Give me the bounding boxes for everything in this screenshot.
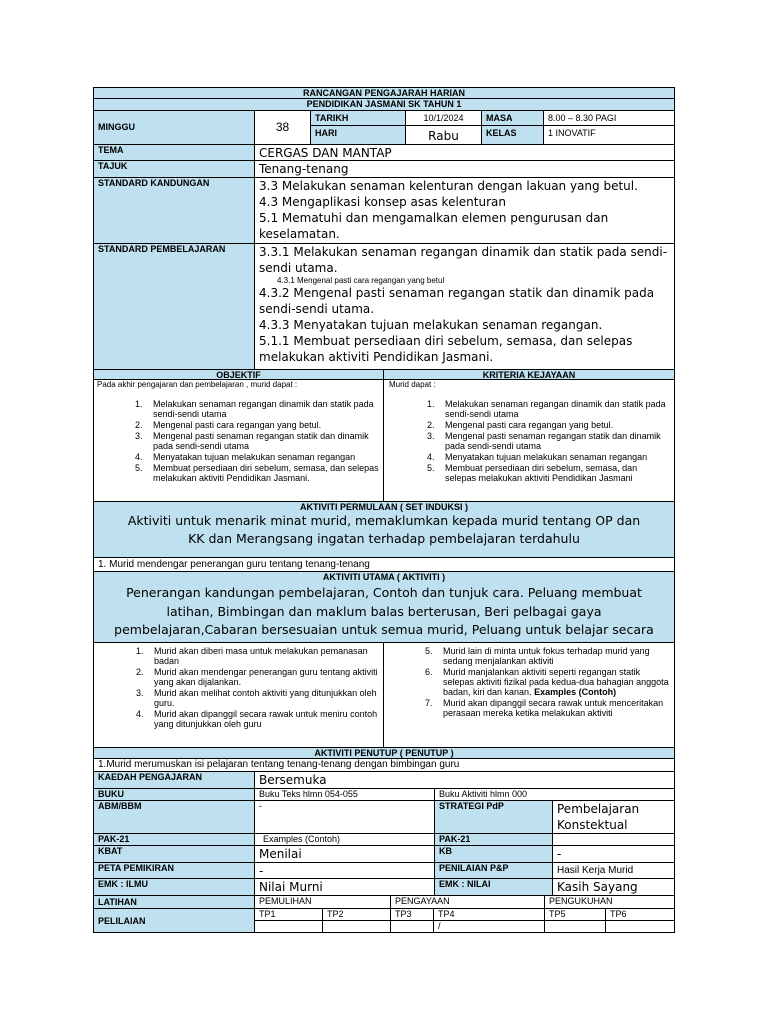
- abm-value: -: [254, 800, 435, 834]
- objektif-intro: Pada akhir pengajaran dan pembelajaran , murid dapat :: [97, 380, 298, 389]
- pak21-value: Examples (Contoh): [254, 833, 435, 846]
- kbat-label: KBAT: [93, 845, 255, 863]
- utama-text: Penerangan kandungan pembelajaran, Contoh dan tunjuk cara. Peluang membuat latihan, Bimbingan dan maklum balas berterusan, Beri pelbagai gaya pembelajaran,Cabaran bersesuaian untuk semua murid, Peluang untuk belajar secara: [114, 585, 654, 637]
- tajuk-value: Tenang-tenang: [254, 160, 675, 178]
- penutup-heading: AKTIVITI PENUTUP ( PENUTUP ): [93, 747, 675, 759]
- abm-label: ABM/BBM: [93, 800, 255, 834]
- utama-heading: AKTIVITI UTAMA ( AKTIVITI ): [322, 572, 446, 582]
- kb-label: KB: [434, 845, 553, 863]
- kaedah-label: KAEDAH PENGAJARAN: [93, 771, 255, 789]
- peta-label: PETA PEMIKIRAN: [93, 862, 255, 879]
- tp5-value: [544, 920, 606, 933]
- minggu-value: 38: [254, 110, 311, 145]
- pengayaan-cell: PENGAYAAN: [390, 895, 545, 909]
- tp5-header: TP5: [544, 908, 606, 921]
- emk-nilai-label: EMK : NILAI: [434, 878, 553, 896]
- sp-item: 5.1.1 Membuat persediaan diri sebelum, semasa, dan selepas melakukan aktiviti Pendidikan Jasmani.: [259, 334, 633, 364]
- sk-item: 5.1 Mematuhi dan mengamalkan elemen pengurusan dan keselamatan.: [259, 211, 609, 241]
- hari-value: Rabu: [405, 125, 482, 145]
- document-subtitle: PENDIDIKAN JASMANI SK TAHUN 1: [93, 98, 675, 111]
- lesson-plan-sheet: [93, 87, 675, 933]
- buku-teks: Buku Teks hlmn 054-055: [254, 788, 435, 801]
- sk-item: 4.3 Mengaplikasi konsep asas kelenturan: [259, 195, 506, 209]
- kriteria-list: [389, 399, 670, 483]
- objektif-content: [93, 379, 384, 502]
- buku-label: BUKU: [93, 788, 255, 801]
- list-item: 3. Murid akan melihat contoh aktiviti yang ditunjukkan oleh guru.: [146, 688, 379, 708]
- utama-right-list: [387, 646, 670, 718]
- list-item: 4. Menyatakan tujuan melakukan senaman regangan: [437, 452, 670, 462]
- tp4-header: TP4: [433, 908, 545, 921]
- kriteria-content: [383, 379, 675, 502]
- tp3-value: [390, 920, 434, 933]
- standard-kandungan-content: [254, 177, 675, 244]
- tp3-header: TP3: [390, 908, 434, 921]
- kriteria-heading: KRITERIA KEJAYAAN: [383, 369, 675, 380]
- penilaian-label: PENILAIAN P&P: [434, 862, 553, 879]
- tp1-value: [254, 920, 323, 933]
- sp-item: 4.3.3 Menyatakan tujuan melakukan senaman regangan.: [259, 318, 603, 332]
- permulaan-text: Aktiviti untuk menarik minat murid, memaklumkan kepada murid tentang OP dan KK dan Merangsang ingatan terhadap pembelajaran terdahulu: [127, 513, 641, 546]
- pak21-label: PAK-21: [93, 833, 255, 846]
- penilaian-value: Hasil Kerja Murid: [552, 862, 675, 879]
- list-item: 4. Murid akan dipanggil secara rawak untuk meniru contoh yang ditunjukkan oleh guru: [146, 709, 379, 729]
- tp1-header: TP1: [254, 908, 323, 921]
- strategi-label: STRATEGI PdP: [434, 800, 553, 834]
- emk-ilmu-label: EMK : ILMU: [93, 878, 255, 896]
- standard-pembelajaran-label: STANDARD PEMBELAJARAN: [93, 243, 255, 370]
- permulaan-section: [93, 501, 675, 558]
- tema-label: TEMA: [93, 144, 255, 161]
- tp6-value: [605, 920, 675, 933]
- utama-left-list: [98, 646, 379, 729]
- emk-nilai-value: Kasih Sayang: [552, 878, 675, 896]
- list-item: 1. Melakukan senaman regangan dinamik dan statik pada sendi-sendi utama: [437, 399, 670, 419]
- strategi-value: Pembelajaran Konstektual: [552, 800, 675, 834]
- permulaan-heading: AKTIVITI PERMULAAN ( SET INDUKSI ): [300, 502, 468, 512]
- list-item: 2. Mengenal pasti cara regangan yang betul.: [437, 420, 670, 430]
- list-item: 5. Membuat persediaan diri sebelum, semasa, dan selepas melakukan aktiviti Pendidikan Jasmani.: [145, 463, 379, 483]
- document-title: RANCANGAN PENGAJARAH HARIAN: [93, 87, 675, 99]
- list-item: 2. Murid akan mendengar penerangan guru tentang aktiviti yang akan dijalankan.: [146, 667, 379, 687]
- list-item: 2. Mengenal pasti cara regangan yang betul.: [145, 420, 379, 430]
- tema-value: CERGAS DAN MANTAP: [254, 144, 675, 161]
- minggu-label: MINGGU: [93, 110, 255, 145]
- hari-label: HARI: [310, 125, 406, 145]
- tp2-header: TP2: [322, 908, 391, 921]
- masa-value: 8.00 – 8.30 PAGI: [543, 110, 675, 126]
- utama-left: [93, 642, 384, 748]
- objektif-heading: OBJEKTIF: [93, 369, 384, 380]
- kelas-label: KELAS: [481, 125, 544, 145]
- tp2-value: [322, 920, 391, 933]
- standard-pembelajaran-content: [254, 243, 675, 370]
- list-item: 7. Murid akan dipanggil secara rawak untuk menceritakan perasaan mereka ketika melakukan aktiviti: [435, 698, 670, 718]
- list-item: 3. Mengenal pasti senaman regangan statik dan dinamik pada sendi-sendi utama: [437, 431, 670, 451]
- kaedah-value: Bersemuka: [254, 771, 675, 789]
- list-item: 3. Mengenal pasti senaman regangan statik dan dinamik pada sendi-sendi utama: [145, 431, 379, 451]
- list-item: 1. Melakukan senaman regangan dinamik dan statik pada sendi-sendi utama: [145, 399, 379, 419]
- objektif-list: [97, 399, 379, 483]
- kelas-value: 1 INOVATIF: [543, 125, 675, 145]
- kbat-value: Menilai: [254, 845, 435, 863]
- sp-item: 4.3.2 Mengenal pasti senaman regangan statik dan dinamik pada sendi-sendi utama.: [259, 286, 655, 316]
- latihan-label: LATIHAN: [93, 895, 255, 909]
- permulaan-step: 1. Murid mendengar penerangan guru tentang tenang-tenang: [93, 557, 675, 572]
- tp6-header: TP6: [605, 908, 675, 921]
- tp4-value: /: [433, 920, 545, 933]
- buku-aktiviti: Buku Aktiviti hlmn 000: [434, 788, 675, 801]
- pelilaian-label: PELILAIAN: [93, 908, 255, 933]
- utama-right-6-text: Murid manjalankan aktiviti seperti regangan statik selepas aktiviti fizikal pada kedua-dua bahagian anggota badan, kiri dan kanan.: [443, 667, 669, 697]
- standard-kandungan-label: STANDARD KANDUNGAN: [93, 177, 255, 244]
- utama-section: [93, 571, 675, 643]
- list-item: [435, 667, 670, 697]
- peta-value: -: [254, 862, 435, 879]
- list-item: 5. Membuat persediaan diri sebelum, semasa, dan selepas melakukan aktiviti Pendidikan Jasmani: [437, 463, 670, 483]
- sp-item: 3.3.1 Melakukan senaman regangan dinamik dan statik pada sendi-sendi utama.: [259, 245, 668, 275]
- list-item: 5. Murid lain di minta untuk fokus terhadap murid yang sedang menjalankan aktiviti: [435, 646, 670, 666]
- sk-item: 3.3 Melakukan senaman kelenturan dengan lakuan yang betul.: [259, 179, 638, 193]
- utama-right: [383, 642, 675, 748]
- emk-ilmu-value: Nilai Murni: [254, 878, 435, 896]
- list-item: 4. Menyatakan tujuan melakukan senaman regangan: [145, 452, 379, 462]
- kb-value: -: [552, 845, 675, 863]
- penutup-text: 1.Murid merumuskan isi pelajaran tentang tenang-tenang dengan bimbingan guru: [93, 758, 675, 772]
- pak21-label-2: PAK-21: [434, 833, 553, 846]
- utama-right-6-bold: Examples (Contoh): [534, 687, 617, 697]
- list-item: 1. Murid akan diberi masa untuk melakukan pemanasan badan: [146, 646, 379, 666]
- pengukuhan-cell: PENGUKUHAN: [544, 895, 675, 909]
- sp-item-small: 4.3.1 Mengenal pasti cara regangan yang betul: [277, 276, 445, 285]
- pemulihan-cell: PEMULIHAN: [254, 895, 391, 909]
- tarikh-label: TARIKH: [310, 110, 406, 126]
- tarikh-value: 10/1/2024: [405, 110, 482, 126]
- kriteria-intro: Murid dapat :: [389, 380, 436, 389]
- masa-label: MASA: [481, 110, 544, 126]
- tajuk-label: TAJUK: [93, 160, 255, 178]
